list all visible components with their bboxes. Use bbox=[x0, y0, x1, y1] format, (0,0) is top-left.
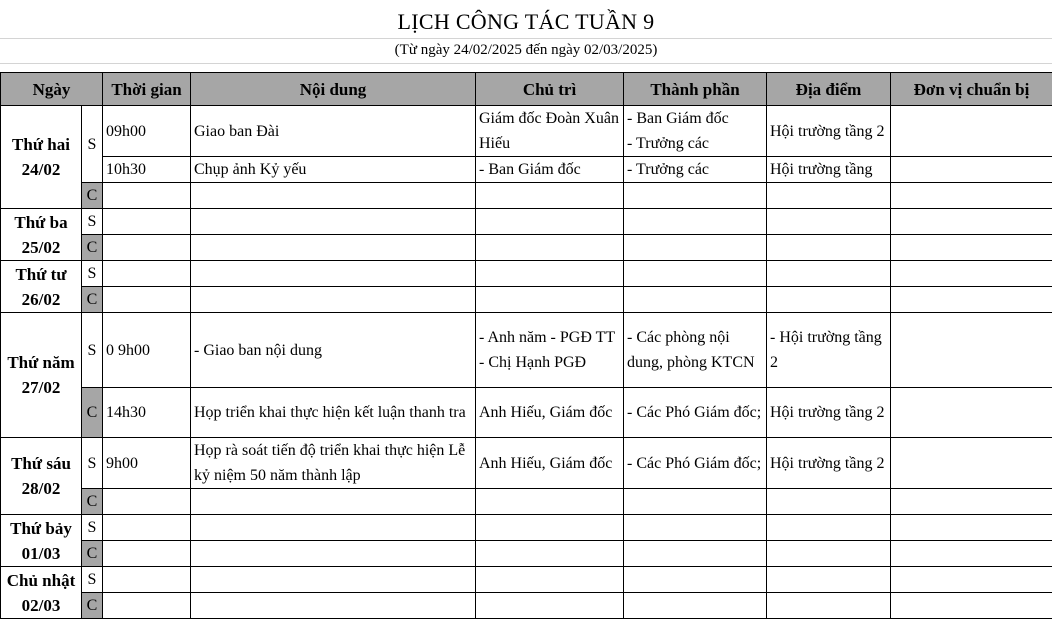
prep-cell[interactable] bbox=[891, 313, 1052, 388]
host-cell[interactable]: Giám đốc Đoàn Xuân Hiếu bbox=[476, 106, 624, 157]
day-cell: Thứ tư 26/02 bbox=[1, 261, 82, 313]
col-header-day: Ngày bbox=[1, 73, 103, 106]
table-row bbox=[1, 313, 1052, 388]
content-cell[interactable]: Họp rà soát tiến độ triển khai thực hiện Lễ kỷ niệm 50 năm thành lập bbox=[191, 438, 476, 489]
content-cell[interactable] bbox=[191, 593, 476, 619]
host-cell[interactable]: Anh Hiếu, Giám đốc bbox=[476, 388, 624, 438]
host-cell[interactable] bbox=[476, 515, 624, 541]
host-cell[interactable] bbox=[476, 235, 624, 261]
participants-cell[interactable] bbox=[624, 209, 767, 235]
col-header-prep: Đơn vị chuẩn bị bbox=[891, 73, 1052, 106]
content-cell[interactable] bbox=[191, 567, 476, 593]
content-cell[interactable]: - Giao ban nội dung bbox=[191, 313, 476, 388]
session-morning: S bbox=[82, 261, 103, 287]
content-cell[interactable]: Giao ban Đài bbox=[191, 106, 476, 157]
location-cell[interactable] bbox=[767, 261, 891, 287]
table-row bbox=[1, 287, 1052, 313]
content-cell[interactable]: Họp triển khai thực hiện kết luận thanh tra bbox=[191, 388, 476, 438]
prep-cell[interactable] bbox=[891, 287, 1052, 313]
col-header-host: Chủ trì bbox=[476, 73, 624, 106]
col-header-location: Địa điểm bbox=[767, 73, 891, 106]
session-afternoon: C bbox=[82, 541, 103, 567]
session-morning: S bbox=[82, 438, 103, 489]
time-cell[interactable] bbox=[103, 567, 191, 593]
participants-cell[interactable] bbox=[624, 541, 767, 567]
participants-cell[interactable] bbox=[624, 489, 767, 515]
session-afternoon: C bbox=[82, 388, 103, 438]
page-subtitle: (Từ ngày 24/02/2025 đến ngày 02/03/2025) bbox=[0, 42, 1052, 59]
participants-cell[interactable]: - Trưởng các bbox=[624, 157, 767, 183]
time-cell[interactable]: 10h30 bbox=[103, 157, 191, 183]
table-row bbox=[1, 541, 1052, 567]
host-cell[interactable] bbox=[476, 541, 624, 567]
content-cell[interactable] bbox=[191, 541, 476, 567]
header-row bbox=[1, 73, 1052, 106]
location-cell[interactable]: Hội trường tầng 2 bbox=[767, 438, 891, 489]
location-cell[interactable] bbox=[767, 515, 891, 541]
prep-cell[interactable] bbox=[891, 235, 1052, 261]
table-row bbox=[1, 593, 1052, 619]
prep-cell[interactable] bbox=[891, 106, 1052, 157]
location-cell[interactable]: - Hội trường tầng 2 bbox=[767, 313, 891, 388]
location-cell[interactable] bbox=[767, 567, 891, 593]
day-cell: Thứ năm 27/02 bbox=[1, 313, 82, 438]
table-row bbox=[1, 209, 1052, 235]
content-cell[interactable] bbox=[191, 261, 476, 287]
location-cell[interactable] bbox=[767, 235, 891, 261]
participants-cell[interactable] bbox=[624, 515, 767, 541]
host-cell[interactable] bbox=[476, 183, 624, 209]
table-row bbox=[1, 567, 1052, 593]
table-row bbox=[1, 515, 1052, 541]
participants-cell[interactable] bbox=[624, 593, 767, 619]
prep-cell[interactable] bbox=[891, 183, 1052, 209]
prep-cell[interactable] bbox=[891, 261, 1052, 287]
prep-cell[interactable] bbox=[891, 157, 1052, 183]
participants-cell[interactable] bbox=[624, 261, 767, 287]
host-cell[interactable] bbox=[476, 261, 624, 287]
participants-cell[interactable] bbox=[624, 235, 767, 261]
time-cell[interactable] bbox=[103, 593, 191, 619]
participants-cell[interactable]: - Các Phó Giám đốc; bbox=[624, 438, 767, 489]
location-cell[interactable] bbox=[767, 593, 891, 619]
prep-cell[interactable] bbox=[891, 489, 1052, 515]
table-row bbox=[1, 438, 1052, 489]
host-cell[interactable] bbox=[476, 489, 624, 515]
day-cell: Thứ bảy 01/03 bbox=[1, 515, 82, 567]
time-cell[interactable]: 09h00 bbox=[103, 106, 191, 157]
host-cell[interactable]: - Ban Giám đốc bbox=[476, 157, 624, 183]
table-row bbox=[1, 489, 1052, 515]
session-afternoon: C bbox=[82, 489, 103, 515]
time-cell[interactable] bbox=[103, 287, 191, 313]
host-cell[interactable] bbox=[476, 287, 624, 313]
content-cell[interactable] bbox=[191, 489, 476, 515]
time-cell[interactable] bbox=[103, 235, 191, 261]
host-cell[interactable] bbox=[476, 209, 624, 235]
table-row bbox=[1, 388, 1052, 438]
day-cell: Chủ nhật 02/03 bbox=[1, 567, 82, 619]
content-cell[interactable] bbox=[191, 183, 476, 209]
time-cell[interactable]: 0 9h00 bbox=[103, 313, 191, 388]
content-cell[interactable] bbox=[191, 235, 476, 261]
participants-cell[interactable] bbox=[624, 287, 767, 313]
session-morning: S bbox=[82, 313, 103, 388]
col-header-time: Thời gian bbox=[103, 73, 191, 106]
prep-cell[interactable] bbox=[891, 567, 1052, 593]
prep-cell[interactable] bbox=[891, 541, 1052, 567]
session-afternoon: C bbox=[82, 287, 103, 313]
host-cell[interactable] bbox=[476, 567, 624, 593]
time-cell[interactable] bbox=[103, 515, 191, 541]
content-cell[interactable]: Chụp ảnh Kỷ yếu bbox=[191, 157, 476, 183]
content-cell[interactable] bbox=[191, 209, 476, 235]
host-cell[interactable] bbox=[476, 593, 624, 619]
time-cell[interactable]: 9h00 bbox=[103, 438, 191, 489]
session-morning: S bbox=[82, 567, 103, 593]
location-cell[interactable]: Hội trường tầng bbox=[767, 157, 891, 183]
prep-cell[interactable] bbox=[891, 209, 1052, 235]
participants-cell[interactable]: - Ban Giám đốc - Trưởng các bbox=[624, 106, 767, 157]
table-row bbox=[1, 235, 1052, 261]
content-cell[interactable] bbox=[191, 515, 476, 541]
prep-cell[interactable] bbox=[891, 388, 1052, 438]
session-morning: S bbox=[82, 515, 103, 541]
table-row bbox=[1, 183, 1052, 209]
table-row bbox=[1, 106, 1052, 157]
participants-cell[interactable] bbox=[624, 183, 767, 209]
location-cell[interactable] bbox=[767, 209, 891, 235]
location-cell[interactable]: Hội trường tầng 2 bbox=[767, 388, 891, 438]
time-cell[interactable] bbox=[103, 261, 191, 287]
session-afternoon: C bbox=[82, 183, 103, 209]
location-cell[interactable] bbox=[767, 489, 891, 515]
host-cell[interactable]: Anh Hiếu, Giám đốc bbox=[476, 438, 624, 489]
participants-cell[interactable]: - Các phòng nội dung, phòng KTCN bbox=[624, 313, 767, 388]
time-cell[interactable]: 14h30 bbox=[103, 388, 191, 438]
host-cell[interactable]: - Anh năm - PGĐ TT - Chị Hạnh PGĐ bbox=[476, 313, 624, 388]
session-morning: S bbox=[82, 106, 103, 183]
location-cell[interactable] bbox=[767, 541, 891, 567]
prep-cell[interactable] bbox=[891, 438, 1052, 489]
day-cell: Thứ hai 24/02 bbox=[1, 106, 82, 209]
time-cell[interactable] bbox=[103, 541, 191, 567]
day-cell: Thứ ba 25/02 bbox=[1, 209, 82, 261]
time-cell[interactable] bbox=[103, 489, 191, 515]
location-cell[interactable]: Hội trường tầng 2 bbox=[767, 106, 891, 157]
col-header-participants: Thành phần bbox=[624, 73, 767, 106]
time-cell[interactable] bbox=[103, 209, 191, 235]
session-afternoon: C bbox=[82, 593, 103, 619]
session-morning: S bbox=[82, 209, 103, 235]
participants-cell[interactable]: - Các Phó Giám đốc; bbox=[624, 388, 767, 438]
location-cell[interactable] bbox=[767, 183, 891, 209]
location-cell[interactable] bbox=[767, 287, 891, 313]
content-cell[interactable] bbox=[191, 287, 476, 313]
session-afternoon: C bbox=[82, 235, 103, 261]
prep-cell[interactable] bbox=[891, 515, 1052, 541]
page-title: LỊCH CÔNG TÁC TUẦN 9 bbox=[0, 9, 1052, 35]
prep-cell[interactable] bbox=[891, 593, 1052, 619]
schedule-table bbox=[0, 72, 1052, 619]
day-cell: Thứ sáu 28/02 bbox=[1, 438, 82, 515]
col-header-content: Nội dung bbox=[191, 73, 476, 106]
table-row bbox=[1, 261, 1052, 287]
table-row bbox=[1, 157, 1052, 183]
time-cell[interactable] bbox=[103, 183, 191, 209]
participants-cell[interactable] bbox=[624, 567, 767, 593]
